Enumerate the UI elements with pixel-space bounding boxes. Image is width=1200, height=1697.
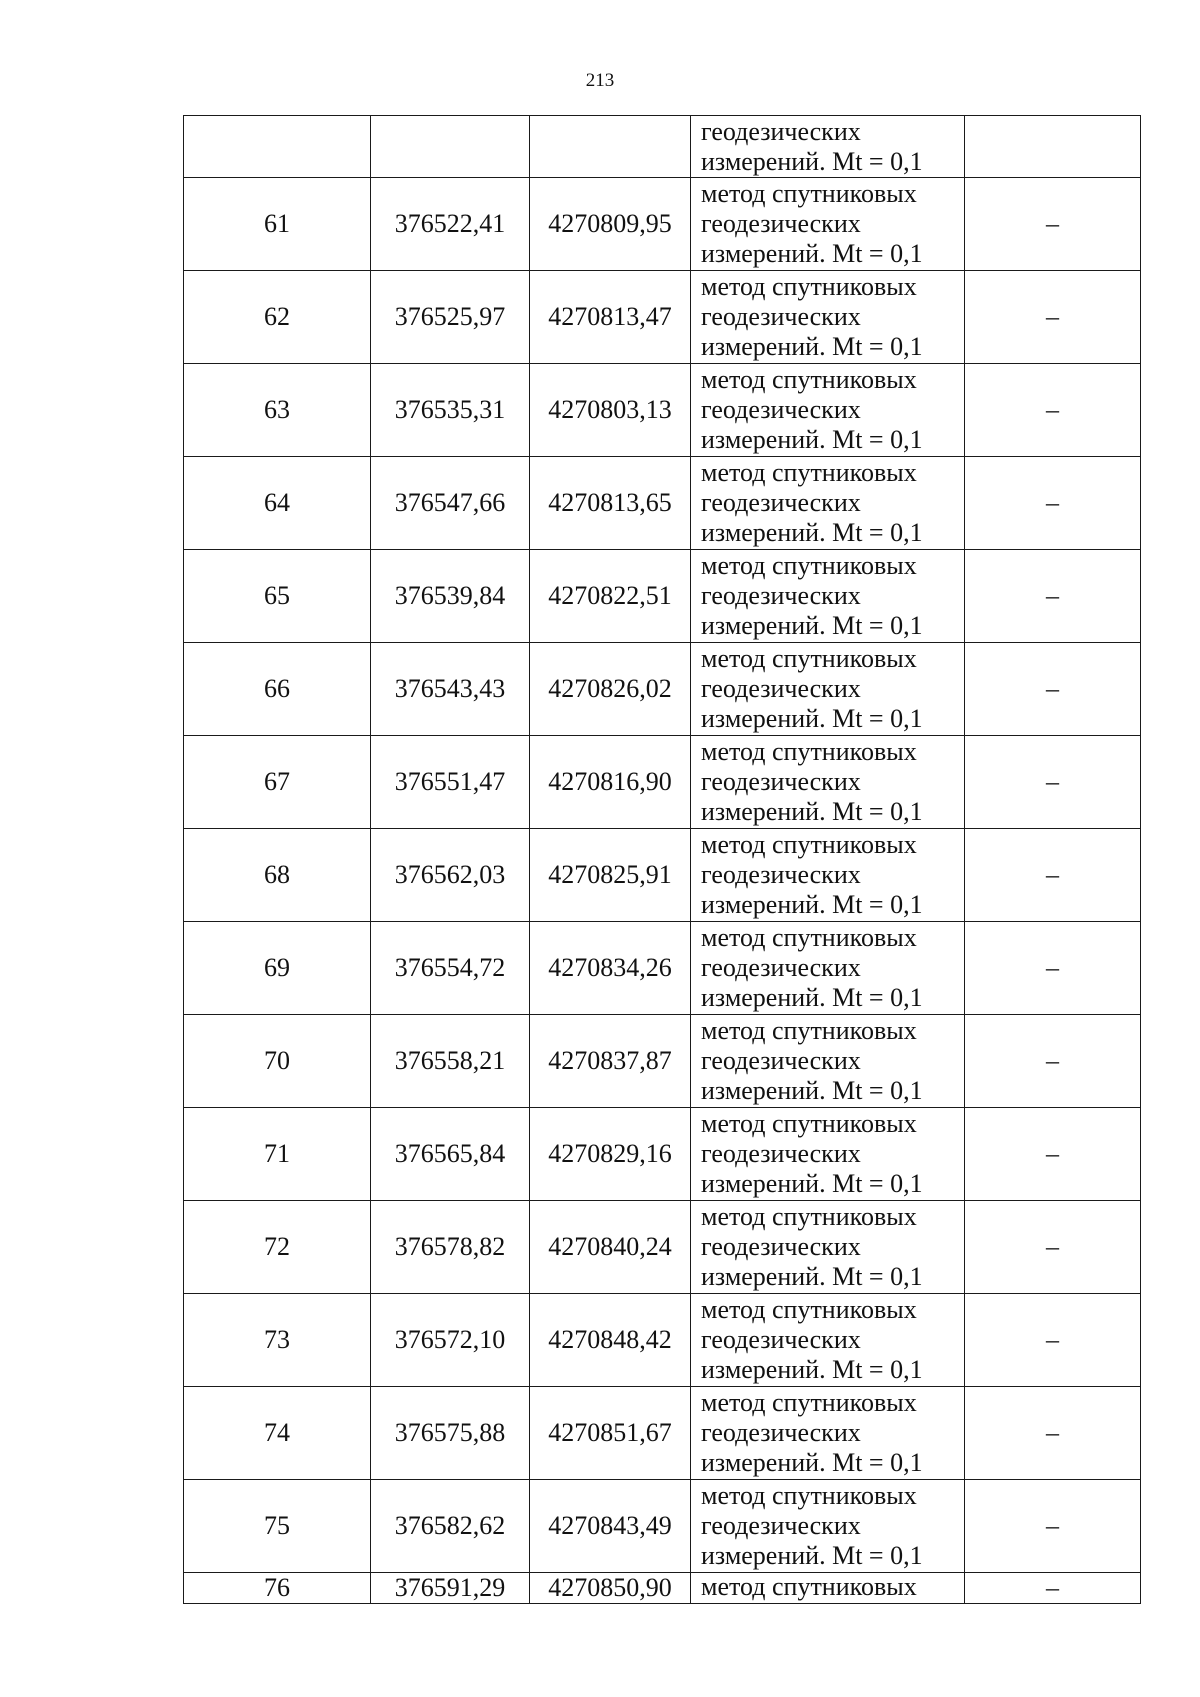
method-line-3: измерений. Mt = 0,1	[701, 704, 923, 733]
method-line-1: метод спутниковых	[701, 1481, 917, 1510]
note-cell: –	[965, 178, 1141, 271]
method-line-1: метод спутниковых	[701, 1388, 917, 1417]
method-cell	[691, 643, 965, 736]
table-row	[184, 1108, 1141, 1201]
point-number-cell: 75	[184, 1480, 371, 1573]
method-line-1: метод спутниковых	[701, 1202, 917, 1231]
method-line-3: измерений. Mt = 0,1	[701, 332, 923, 361]
table-row	[184, 271, 1141, 364]
method-cell	[691, 457, 965, 550]
y-coordinate-cell	[530, 116, 691, 178]
method-line-1: метод спутниковых	[701, 179, 917, 208]
table-row	[184, 643, 1141, 736]
method-line-2: геодезических	[701, 767, 861, 796]
method-line-2: геодезических	[701, 860, 861, 889]
x-coordinate-cell: 376582,62	[371, 1480, 530, 1573]
table-row	[184, 1201, 1141, 1294]
note-cell: –	[965, 829, 1141, 922]
point-number-cell: 63	[184, 364, 371, 457]
x-coordinate-cell: 376575,88	[371, 1387, 530, 1480]
note-cell	[965, 116, 1141, 178]
method-line-2: геодезических	[701, 1418, 861, 1447]
point-number-cell: 64	[184, 457, 371, 550]
y-coordinate-cell: 4270837,87	[530, 1015, 691, 1108]
method-line-2: геодезических	[701, 488, 861, 517]
x-coordinate-cell: 376525,97	[371, 271, 530, 364]
method-cell	[691, 1573, 965, 1604]
note-cell: –	[965, 1294, 1141, 1387]
method-cell	[691, 829, 965, 922]
continuation-row	[184, 116, 1141, 178]
table-row	[184, 1387, 1141, 1480]
method-line-1: метод спутниковых	[701, 830, 917, 859]
method-cell	[691, 271, 965, 364]
method-line-1: метод спутниковых	[701, 1295, 917, 1324]
y-coordinate-cell: 4270850,90	[530, 1573, 691, 1604]
point-number-cell: 71	[184, 1108, 371, 1201]
y-coordinate-cell: 4270813,65	[530, 457, 691, 550]
method-line-3: измерений. Mt = 0,1	[701, 1541, 923, 1570]
method-line-3: измерений. Mt = 0,1	[701, 1448, 923, 1477]
x-coordinate-cell: 376522,41	[371, 178, 530, 271]
method-line-2: геодезических	[701, 1232, 861, 1261]
method-line-3: измерений. Mt = 0,1	[701, 518, 923, 547]
table-row	[184, 829, 1141, 922]
note-cell: –	[965, 1387, 1141, 1480]
table-row	[184, 550, 1141, 643]
note-cell: –	[965, 364, 1141, 457]
method-line-2: геодезических	[701, 1511, 861, 1540]
note-cell: –	[965, 1015, 1141, 1108]
method-line-1: метод спутниковых	[701, 272, 917, 301]
method-line-3: измерений. Mt = 0,1	[701, 1169, 923, 1198]
table-row	[184, 922, 1141, 1015]
method-cell	[691, 550, 965, 643]
note-cell: –	[965, 1201, 1141, 1294]
x-coordinate-cell: 376547,66	[371, 457, 530, 550]
table-row	[184, 1480, 1141, 1573]
method-cell	[691, 178, 965, 271]
point-number-cell: 72	[184, 1201, 371, 1294]
y-coordinate-cell: 4270848,42	[530, 1294, 691, 1387]
note-cell: –	[965, 1480, 1141, 1573]
method-cell	[691, 922, 965, 1015]
method-line-2: геодезических	[701, 302, 861, 331]
method-line-3: измерений. Mt = 0,1	[701, 983, 923, 1012]
note-cell: –	[965, 643, 1141, 736]
method-cell	[691, 1480, 965, 1573]
page-number: 213	[585, 70, 615, 91]
method-line-3: измерений. Mt = 0,1	[701, 611, 923, 640]
method-line-3: измерений. Mt = 0,1	[701, 797, 923, 826]
point-number-cell	[184, 116, 371, 178]
method-cell	[691, 1294, 965, 1387]
y-coordinate-cell: 4270840,24	[530, 1201, 691, 1294]
note-cell: –	[965, 457, 1141, 550]
method-cell	[691, 364, 965, 457]
x-coordinate-cell: 376558,21	[371, 1015, 530, 1108]
y-coordinate-cell: 4270826,02	[530, 643, 691, 736]
method-line-2: геодезических	[701, 1325, 861, 1354]
note-cell: –	[965, 1108, 1141, 1201]
method-line-1: метод спутниковых	[701, 458, 917, 487]
method-line-2: геодезических	[701, 1046, 861, 1075]
x-coordinate-cell: 376591,29	[371, 1573, 530, 1604]
point-number-cell: 74	[184, 1387, 371, 1480]
point-number-cell: 69	[184, 922, 371, 1015]
method-cell	[691, 1108, 965, 1201]
method-line-3: измерений. Mt = 0,1	[701, 146, 923, 176]
method-line-3: измерений. Mt = 0,1	[701, 1262, 923, 1291]
method-cell	[691, 1015, 965, 1108]
method-line-3: измерений. Mt = 0,1	[701, 1076, 923, 1105]
method-line-2: геодезических	[701, 581, 861, 610]
method-line-1: метод спутниковых	[701, 1016, 917, 1045]
y-coordinate-cell: 4270851,67	[530, 1387, 691, 1480]
note-cell: –	[965, 922, 1141, 1015]
x-coordinate-cell: 376578,82	[371, 1201, 530, 1294]
method-line-3: измерений. Mt = 0,1	[701, 890, 923, 919]
y-coordinate-cell: 4270822,51	[530, 550, 691, 643]
x-coordinate-cell: 376539,84	[371, 550, 530, 643]
table-row	[184, 736, 1141, 829]
table-row	[184, 178, 1141, 271]
method-line-2: геодезических	[701, 209, 861, 238]
method-line-2: геодезических	[701, 674, 861, 703]
method-line-2: геодезических	[701, 116, 861, 146]
note-cell: –	[965, 271, 1141, 364]
x-coordinate-cell: 376565,84	[371, 1108, 530, 1201]
method-line-1: метод спутниковых	[701, 551, 917, 580]
method-line-1: метод спутниковых	[701, 365, 917, 394]
method-line-3: измерений. Mt = 0,1	[701, 1355, 923, 1384]
coordinates-table	[183, 115, 1141, 1604]
table-row	[184, 364, 1141, 457]
method-line-2: геодезических	[701, 953, 861, 982]
x-coordinate-cell	[371, 116, 530, 178]
table-row	[184, 1294, 1141, 1387]
x-coordinate-cell: 376572,10	[371, 1294, 530, 1387]
method-cell	[691, 1201, 965, 1294]
method-line-1: метод спутниковых	[701, 1109, 917, 1138]
x-coordinate-cell: 376551,47	[371, 736, 530, 829]
note-cell: –	[965, 550, 1141, 643]
method-line-1: метод спутниковых	[701, 737, 917, 766]
point-number-cell: 65	[184, 550, 371, 643]
y-coordinate-cell: 4270843,49	[530, 1480, 691, 1573]
note-cell: –	[965, 736, 1141, 829]
method-cell	[691, 116, 965, 178]
method-line-2: геодезических	[701, 395, 861, 424]
y-coordinate-cell: 4270834,26	[530, 922, 691, 1015]
point-number-cell: 70	[184, 1015, 371, 1108]
method-line-3: измерений. Mt = 0,1	[701, 239, 923, 268]
point-number-cell: 68	[184, 829, 371, 922]
point-number-cell: 76	[184, 1573, 371, 1604]
x-coordinate-cell: 376554,72	[371, 922, 530, 1015]
table-row	[184, 457, 1141, 550]
method-line-1: метод спутниковых	[701, 923, 917, 952]
method-line-3: измерений. Mt = 0,1	[701, 425, 923, 454]
y-coordinate-cell: 4270825,91	[530, 829, 691, 922]
method-line-1: метод спутниковых	[701, 644, 917, 673]
method-line-2: геодезических	[701, 1139, 861, 1168]
note-cell: –	[965, 1573, 1141, 1604]
method-cell	[691, 736, 965, 829]
y-coordinate-cell: 4270829,16	[530, 1108, 691, 1201]
point-number-cell: 67	[184, 736, 371, 829]
table-row	[184, 1015, 1141, 1108]
y-coordinate-cell: 4270813,47	[530, 271, 691, 364]
x-coordinate-cell: 376543,43	[371, 643, 530, 736]
table-body	[184, 116, 1141, 1604]
table-row	[184, 1573, 1141, 1604]
point-number-cell: 61	[184, 178, 371, 271]
x-coordinate-cell: 376562,03	[371, 829, 530, 922]
point-number-cell: 73	[184, 1294, 371, 1387]
y-coordinate-cell: 4270809,95	[530, 178, 691, 271]
method-cell	[691, 1387, 965, 1480]
point-number-cell: 66	[184, 643, 371, 736]
y-coordinate-cell: 4270816,90	[530, 736, 691, 829]
method-line-1: метод спутниковых	[701, 1572, 917, 1601]
point-number-cell: 62	[184, 271, 371, 364]
x-coordinate-cell: 376535,31	[371, 364, 530, 457]
y-coordinate-cell: 4270803,13	[530, 364, 691, 457]
